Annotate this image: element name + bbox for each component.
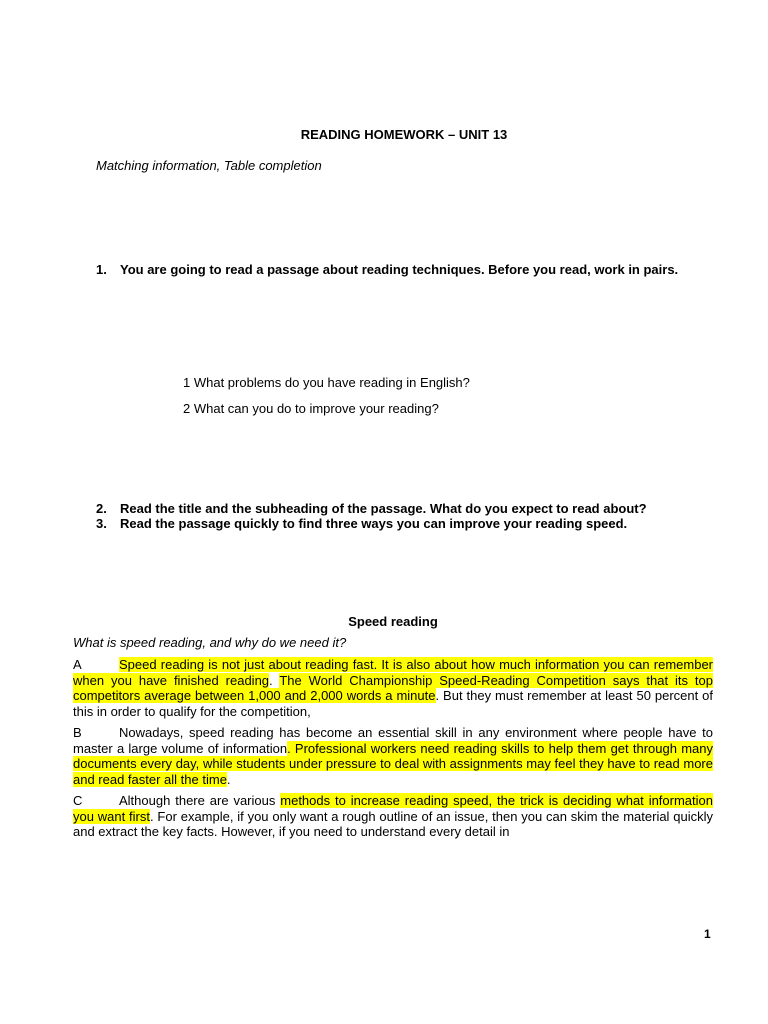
question-number: 1. <box>96 262 107 277</box>
question-3 <box>96 516 711 531</box>
paragraph-text-segment: . But they must remember at least 50 percent of this in order to qualify for the competition, <box>73 688 713 719</box>
sub-question-1: 1 What problems do you have reading in English? <box>183 375 470 390</box>
paragraph-text-segment: Nowadays, speed reading has become an essential skill in any environment where people have to master a large volume of information <box>73 725 713 756</box>
paragraph-c <box>73 793 713 840</box>
question-text: Read the passage quickly to find three ways you can improve your reading speed. <box>120 516 628 531</box>
question-number: 2. <box>96 501 107 516</box>
document-subtitle: Matching information, Table completion <box>96 158 322 173</box>
paragraph-text-segment: The World Championship Speed-Reading Competition says that its top competitors average between 1,000 and 2,000 words a minute <box>73 672 713 704</box>
paragraph-text-segment: Speed reading is not just about reading fast. It is also about how much information you can remember when you have finished reading <box>73 657 713 688</box>
paragraph-text-segment: Although there are various <box>119 793 281 808</box>
paragraph-text-segment: . For example, if you only want a rough outline of an issue, then you can skim the material quickly and extract the key facts. However, if you need to understand every detail in <box>73 808 713 840</box>
question-text: Read the title and the subheading of the passage. What do you expect to read about? <box>120 501 647 516</box>
paragraph-letter: C <box>73 793 83 808</box>
passage-subheading: What is speed reading, and why do we need it? <box>73 635 347 650</box>
paragraph-letter: A <box>73 657 82 672</box>
paragraph-text-segment: . <box>226 771 231 787</box>
page-number: 1 <box>704 927 711 941</box>
question-1 <box>96 262 711 277</box>
paragraph-a <box>73 657 713 719</box>
sub-question-2: 2 What can you do to improve your reading? <box>183 401 439 416</box>
question-number: 3. <box>96 516 107 531</box>
paragraph-text-segment: methods to increase reading speed, the trick is deciding what information you want first <box>73 793 713 824</box>
paragraph-text-segment: . Professional workers need reading skills to help them get through many documents every day, while students under pressure to deal with assignments may feel they have to read more and read faster all the time <box>73 740 713 787</box>
paragraph-text-segment: . <box>269 672 280 688</box>
question-text: You are going to read a passage about reading techniques. Before you read, work in pairs. <box>120 262 679 277</box>
document-title: READING HOMEWORK – UNIT 13 <box>300 127 508 142</box>
paragraph-letter: B <box>73 725 82 740</box>
paragraph-b <box>73 725 713 787</box>
question-2 <box>96 501 711 516</box>
passage-title: Speed reading <box>348 614 438 629</box>
